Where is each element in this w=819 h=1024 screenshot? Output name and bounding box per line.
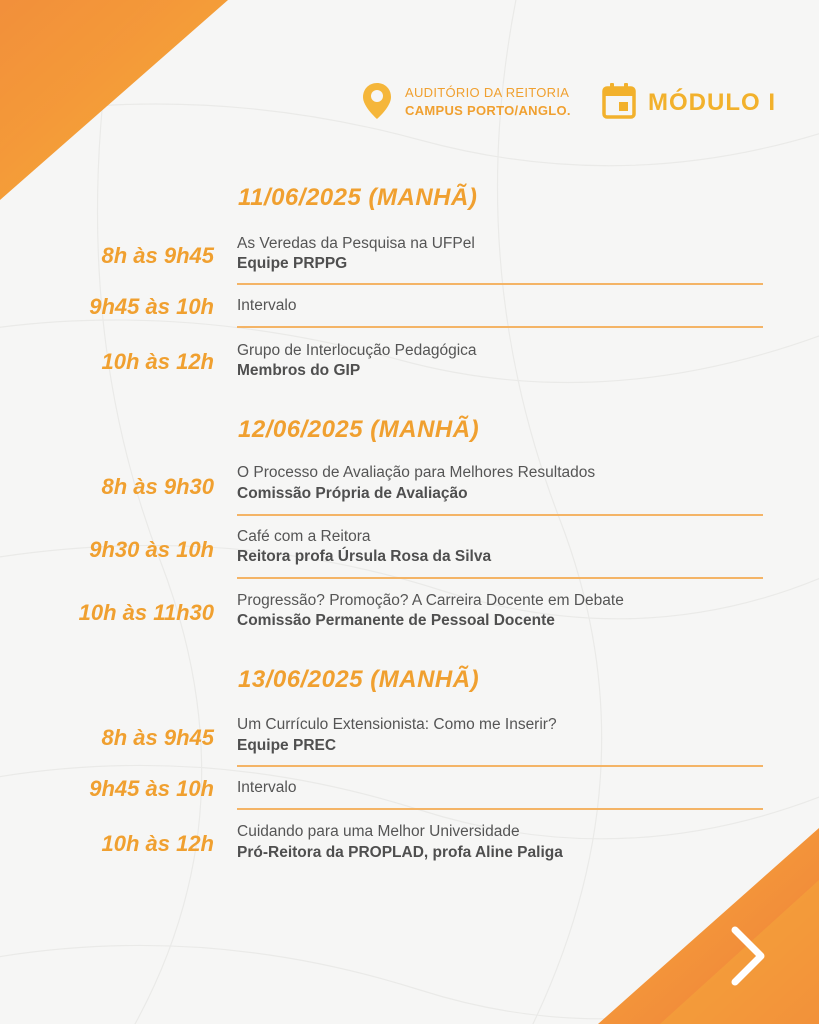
divider [237,577,763,579]
divider [237,765,763,767]
session-time: 8h às 9h45 [101,725,214,750]
day-title: 11/06/2025 (MANHÃ) [238,184,478,211]
session-time: 8h às 9h45 [101,243,214,268]
module-block [602,83,776,124]
session-speaker: Pró-Reitora da PROPLAD, profa Aline Paliga [237,844,563,861]
session-title: Café com a Reitora [237,528,371,545]
session-title: Intervalo [237,297,297,314]
day-title: 13/06/2025 (MANHÃ) [238,666,480,693]
calendar-icon [602,83,636,119]
chevron-right-icon [727,926,769,986]
day-title: 12/06/2025 (MANHÃ) [238,416,480,443]
divider [237,808,763,810]
location-line-1: AUDITÓRIO DA REITORIA [405,85,570,100]
session-time: 9h45 às 10h [89,294,214,319]
module-label: MÓDULO I [648,89,776,116]
session-time: 10h às 11h30 [78,600,214,625]
session-time: 9h45 às 10h [89,776,214,801]
session-speaker: Comissão Própria de Avaliação [237,485,468,502]
divider [237,283,763,285]
session-title: O Processo de Avaliação para Melhores Resultados [237,464,596,481]
session-speaker: Equipe PREC [237,737,337,754]
session-title: Progressão? Promoção? A Carreira Docente em Debate [237,592,624,609]
session-title: As Veredas da Pesquisa na UFPel [237,235,475,252]
session-speaker: Equipe PRPPG [237,255,348,272]
location-line-2: CAMPUS PORTO/ANGLO. [405,103,571,118]
session-title: Cuidando para uma Melhor Universidade [237,823,520,840]
session-time: 10h às 12h [101,831,214,856]
session-time: 10h às 12h [101,349,214,374]
session-speaker: Comissão Permanente de Pessoal Docente [237,612,555,629]
session-title: Um Currículo Extensionista: Como me Inserir? [237,716,557,733]
next-button[interactable] [727,926,769,991]
session-title: Intervalo [237,779,297,796]
session-time: 8h às 9h30 [101,474,214,499]
session-speaker: Reitora profa Úrsula Rosa da Silva [237,548,492,565]
divider [237,514,763,516]
session-speaker: Membros do GIP [237,362,361,379]
map-pin-icon [362,82,392,120]
session-title: Grupo de Interlocução Pedagógica [237,342,477,359]
session-time: 9h30 às 10h [89,537,214,562]
divider [237,326,763,328]
